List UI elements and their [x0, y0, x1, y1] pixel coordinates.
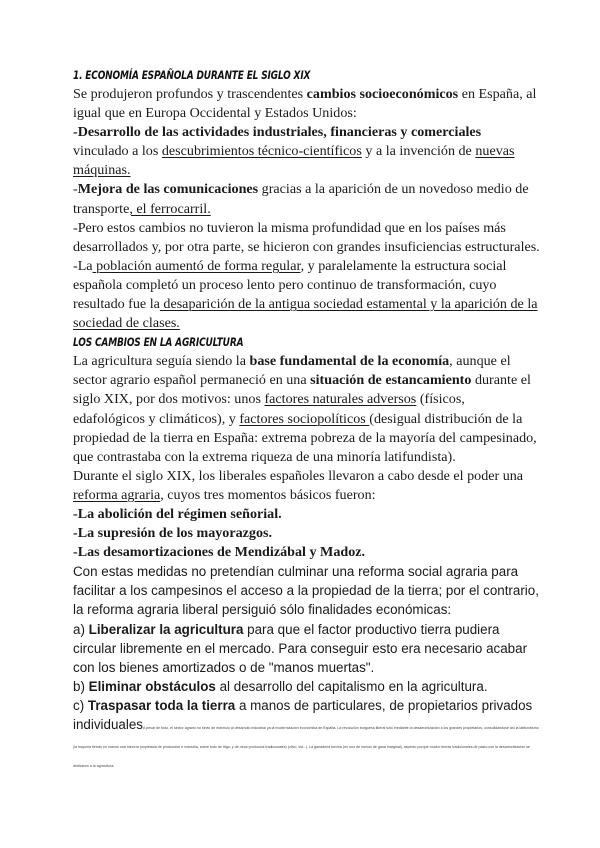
text-run: (desigual distribución de la propiedad de la tierra en España: extrema pobreza de la mayoría del campesinado, que contrastaba con la extrema riqueza de una minoría latifundista).	[73, 410, 537, 465]
section-heading: 1. ECONOMÍA ESPAÑOLA DURANTE EL SIGLO XIX	[73, 68, 311, 82]
text-run: y a la invención de	[361, 143, 476, 160]
bold-term: Mejora de las comunicaciones	[77, 181, 259, 198]
underlined-term: , el ferrocarril.	[129, 200, 211, 217]
tiny-footnote-text: A pesar de todo, el sector agrario no sirvió de estímulo al desarrollo industrial ya la modernización económica de España. La revolución burguesa liberal sólo mediante la desamortización a los grandes propietarios, consolidándose así la latifundismo (la mayoría tierras en manos una minoría propietaria de producción e industria, sobre todo de trigo, y de otros productos tradicionales) (olivo, vid...). La ganadería bovina (en uno de menos de gana marginal), aspecto porque mucho tierras tradicionales de pasto con la desamortización se dedicaron a la agricultura.	[73, 726, 539, 769]
bold-term: -La supresión de los mayorazgos.	[73, 525, 273, 542]
underlined-term: población aumentó de forma regular	[92, 257, 301, 274]
text-run: -	[73, 181, 78, 198]
text-run: Durante el siglo XIX, los liberales españoles llevaron a cabo desde el poder una	[73, 467, 524, 484]
bold-term: -Desarrollo de las actividades industriales, financieras y comerciales	[73, 124, 482, 141]
text-run: -La	[73, 257, 93, 274]
bold-term: cambios socioeconómicos	[306, 86, 459, 102]
subsection-heading: LOS CAMBIOS EN LA AGRICULTURA	[73, 335, 244, 350]
reform-paragraph	[73, 467, 540, 505]
bold-term: -Las desamortizaciones de Mendizábal y Madoz.	[73, 544, 366, 561]
aims-paragraph: Con estas medidas no pretendían culminar una reforma social agraria para facilitar a los campesinos el acceso a la propiedad de la tierra; por el contrario, la reforma agraria liberal persiguió sólo finalidades económicas:	[73, 564, 539, 618]
text-run: (físicos, edafológicos y climáticos), y	[73, 391, 465, 427]
underlined-term: factores naturales adversos	[264, 391, 417, 408]
bold-term: Traspasar toda la tierra	[87, 697, 236, 713]
underlined-term: nuevas máquinas.	[73, 143, 515, 179]
text-run: en España, al igual que en Europa Occidental y Estados Unidos:	[73, 86, 537, 122]
aim-item-c	[73, 696, 540, 772]
bold-term: situación de estancamiento	[310, 372, 472, 389]
text-run: a)	[73, 621, 89, 637]
aim-item-a	[73, 620, 540, 677]
agriculture-paragraph	[73, 352, 540, 467]
reform-list-item	[73, 543, 540, 562]
bullet-communications	[73, 180, 540, 218]
bullet-industrial	[73, 123, 540, 180]
text-run: c)	[73, 697, 88, 713]
text-run: , cuyos tres momentos básicos fueron:	[160, 486, 376, 503]
text-run: vinculado a los	[73, 143, 162, 160]
text-run: b)	[73, 678, 89, 694]
text-run: Se produjeron profundos y trascendentes	[73, 86, 307, 102]
text-run: durante el siglo XIX, por dos motivos: unos	[73, 372, 531, 408]
reform-list-item	[73, 505, 540, 524]
bold-term: -La abolición del régimen señorial.	[73, 505, 282, 522]
text-run: gracias a la aparición de un novedoso medio de transporte	[73, 181, 529, 217]
underlined-term: descubrimientos técnico-científicos	[161, 143, 362, 160]
text-run: , aunque el sector agrario español permaneció en una	[73, 353, 511, 389]
aim-item-b	[73, 677, 540, 696]
underlined-term: desaparición de la antigua sociedad estamental y la aparición de la sociedad de clases.	[73, 296, 538, 332]
bullet-insufficiencies: -Pero estos cambios no tuvieron la misma profundidad que en los países más desarrollados y, por otra parte, se hicieron con grandes insuficiencias estructurales.	[73, 219, 540, 255]
reform-list-item	[73, 524, 540, 543]
intro-paragraph	[73, 85, 540, 123]
bold-term: base fundamental de la economía	[249, 353, 450, 370]
underlined-term: factores sociopolíticos	[239, 410, 370, 427]
underlined-term: reforma agraria	[73, 486, 161, 503]
bullet-population	[73, 257, 540, 333]
text-run: , y paralelamente la estructura social española completó un proceso lento pero continuo de transformación, cuyo resultado fue la	[73, 257, 507, 313]
text-run: La agricultura seguía siendo la	[73, 353, 250, 370]
bold-term: Eliminar obstáculos	[88, 678, 216, 694]
text-run: al desarrollo del capitalismo en la agricultura.	[215, 678, 488, 694]
text-run: para que el factor productivo tierra pudiera circular libremente en el mercado. Para conseguir esto era necesario acabar con los bienes amortizados o de "manos muertas".	[73, 621, 528, 675]
bold-term: Liberalizar la agricultura	[88, 621, 244, 637]
text-run: a manos de particulares, de propietarios privados individuales	[73, 697, 533, 732]
